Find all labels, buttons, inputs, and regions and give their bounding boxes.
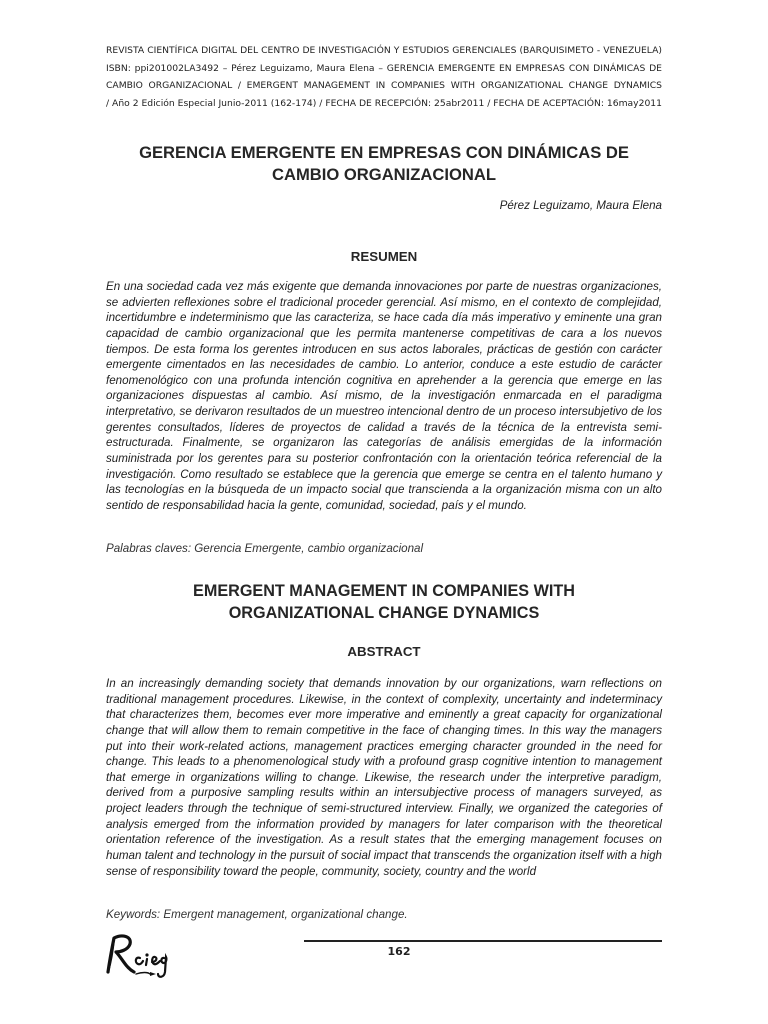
header-line: ISBN: ppi201002LA3492 – Pérez Leguizamo, Maura Elena – GERENCIA EMERGENTE EN EMPRESAS CON DINÁMICAS DE xyxy=(106,62,662,74)
journal-logo xyxy=(100,928,180,984)
palabras-claves: Palabras claves: Gerencia Emergente, cambio organizacional xyxy=(106,542,424,555)
spanish-title-line: GERENCIA EMERGENTE EN EMPRESAS CON DINÁMICAS DE xyxy=(139,143,629,162)
author-name: Pérez Leguizamo, Maura Elena xyxy=(499,199,662,212)
resumen-heading: RESUMEN xyxy=(350,249,418,264)
footer-divider xyxy=(304,940,662,942)
english-title xyxy=(106,580,662,624)
resumen-body: En una sociedad cada vez más exigente que demanda innovaciones por parte de nuestras organizaciones, se advierten reflexiones sobre el tradicional proceder gerencial. Así mismo, en el contexto de complejidad, incertidumbre e indeterminismo que las caracteriza, se hace cada día más imperativo y eminente una gran capacidad de cambio organizacional que les permita mantenerse competitivas de cara a los nuevos tiempos. De esta forma los gerentes introducen en sus actos laborales, prácticas de gestión con carácter emergente cimentados en las necesidades de cambio. Lo anterior, conduce a este estudio de carácter fenomenológico con una profunda intención cognitiva en aprehender a la gerencia que emerge en las organizaciones dispuestas al cambio. Así mismo, de la investigación enmarcada en el paradigma interpretativo, se derivaron resultados de un muestreo intencional dentro de un proceso intersubjetivo de los gerentes consultados, líderes de proyectos de calidad a través de la técnica de la entrevista semi-estructurada. Finalmente, se organizaron las categorías de análisis emergidas de la información suministrada por los gerentes para su posterior confrontación con la orientación teórica referencial de la investigación. Como resultado se establece que la gerencia que emerge se centra en el talento humano y las tecnologías en la búsqueda de un impacto social que transcienda a la organización misma con un alto sentido de responsabilidad hacia la gente, comunidad, sociedad, país y el mundo. xyxy=(106,280,662,512)
spanish-title xyxy=(106,142,662,185)
english-title-line: ORGANIZATIONAL CHANGE DYNAMICS xyxy=(228,604,540,622)
journal-header xyxy=(106,42,662,112)
header-line: REVISTA CIENTÍFICA DIGITAL DEL CENTRO DE INVESTIGACIÓN Y ESTUDIOS GERENCIALES (BARQUISIMETO - VENEZUELA) xyxy=(106,45,662,56)
spanish-title-line: CAMBIO ORGANIZACIONAL xyxy=(272,164,496,184)
abstract-heading: ABSTRACT xyxy=(347,644,421,659)
english-keywords: Keywords: Emergent management, organizational change. xyxy=(106,908,408,921)
abstract-body: In an increasingly demanding society that demands innovation by our organizations, warn reflections on traditional management procedures. Likewise, in the context of complexity, uncertainty and indeterminacy that characterizes them, becomes ever more imperative and eminently a great capacity for organizational change that will allow them to remain competitive in the face of changing times. In this way the managers put into their work-related actions, management practices emerging character grounded in the need for change. This leads to a phenomenological study with a profound grasp cognitive intention to management that emerge in organizations willing to change. Likewise, the research under the interpretive paradigm, derived from a purposive sampling results within an intersubjective process of managers surveyed, as project leaders through the technique of semi-structured interview. Finally, we organized the categories of analysis emerged from the information provided by managers for later comparison with the theoretical orientation reference of the investigation. As a result states that the emerging management focuses on human talent and technology in the pursuit of social impact that transcends the organization itself with a high sense of responsibility toward the people, community, society, country and the world xyxy=(106,677,662,878)
header-line: CAMBIO ORGANIZACIONAL / EMERGENT MANAGEMENT IN COMPANIES WITH ORGANIZATIONAL CHANGE DYNAMICS xyxy=(106,80,662,91)
english-title-line: EMERGENT MANAGEMENT IN COMPANIES WITH xyxy=(193,582,575,600)
header-line: / Año 2 Edición Especial Junio-2011 (162-174) / FECHA DE RECEPCIÓN: 25abr2011 / FECHA DE ACEPTACIÓN: 16may2011 xyxy=(106,97,662,109)
page-number: 162 xyxy=(387,945,411,958)
